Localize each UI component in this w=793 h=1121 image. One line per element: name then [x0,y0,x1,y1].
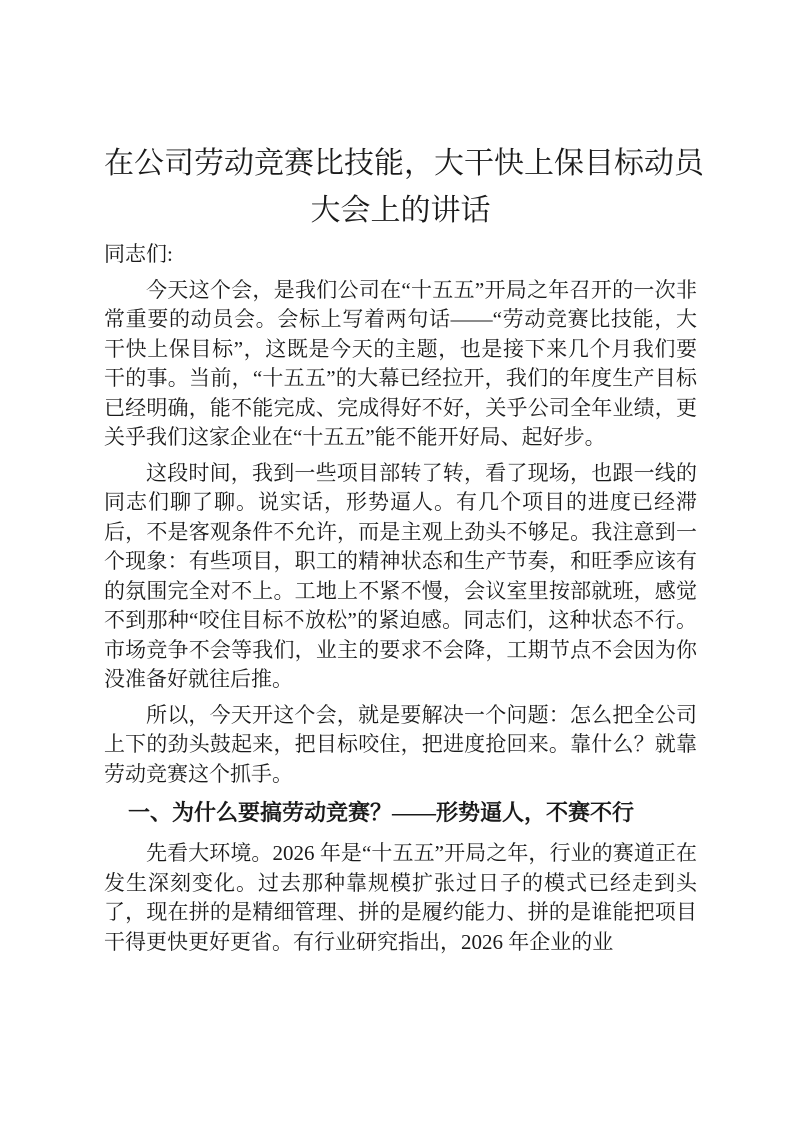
salutation: 同志们: [104,242,173,266]
title-line-2: 大会上的讲话 [310,194,491,227]
section-heading: 一、为什么要搞劳动竞赛？——形势逼人，不赛不行 [128,800,635,825]
title-line-1: 在公司劳动竞赛比技能，大干快上保目标动员 [104,147,704,180]
paragraph-2: 这段时间，我到一些项目部转了转，看了现场，也跟一线的同志们聊了聊。说实话，形势逼人。有几个项目的进度已经滞后，不是客观条件不允许，而是主观上劲头不够足。我注意到一个现象：有些项目，职工的精神状态和生产节奏，和旺季应该有的氛围完全对不上。工地上不紧不慢，会议室里按部就班，感觉不到那种“咬住目标不放松”的紧迫感。同志们，这种状态不行。市场竞争不会等我们，业主的要求不会降，工期节点不会因为你没准备好就往后推。 [104,460,697,691]
paragraph-4: 先看大环境。2026 年是“十五五”开局之年，行业的赛道正在发生深刻变化。过去那种靠规模扩张过日子的模式已经走到头了，现在拼的是精细管理、拼的是履约能力、拼的是谁能把项目干得更快更好更省。有行业研究指出，2026 年企业的业 [104,841,697,954]
paragraph-3: 所以，今天开这个会，就是要解决一个问题：怎么把全公司上下的劲头鼓起来，把目标咬住，把进度抢回来。靠什么？就靠劳动竞赛这个抓手。 [104,702,697,786]
document-title [104,140,704,234]
paragraph-1: 今天这个会，是我们公司在“十五五”开局之年召开的一次非常重要的动员会。会标上写着两句话——“劳动竞赛比技能，大干快上保目标”，这既是今天的主题，也是接下来几个月我们要干的事。当前，“十五五”的大幕已经拉开，我们的年度生产目标已经明确，能不能完成、完成得好不好，关乎公司全年业绩，更关乎我们这家企业在“十五五”能不能开好局、起好步。 [104,277,697,449]
